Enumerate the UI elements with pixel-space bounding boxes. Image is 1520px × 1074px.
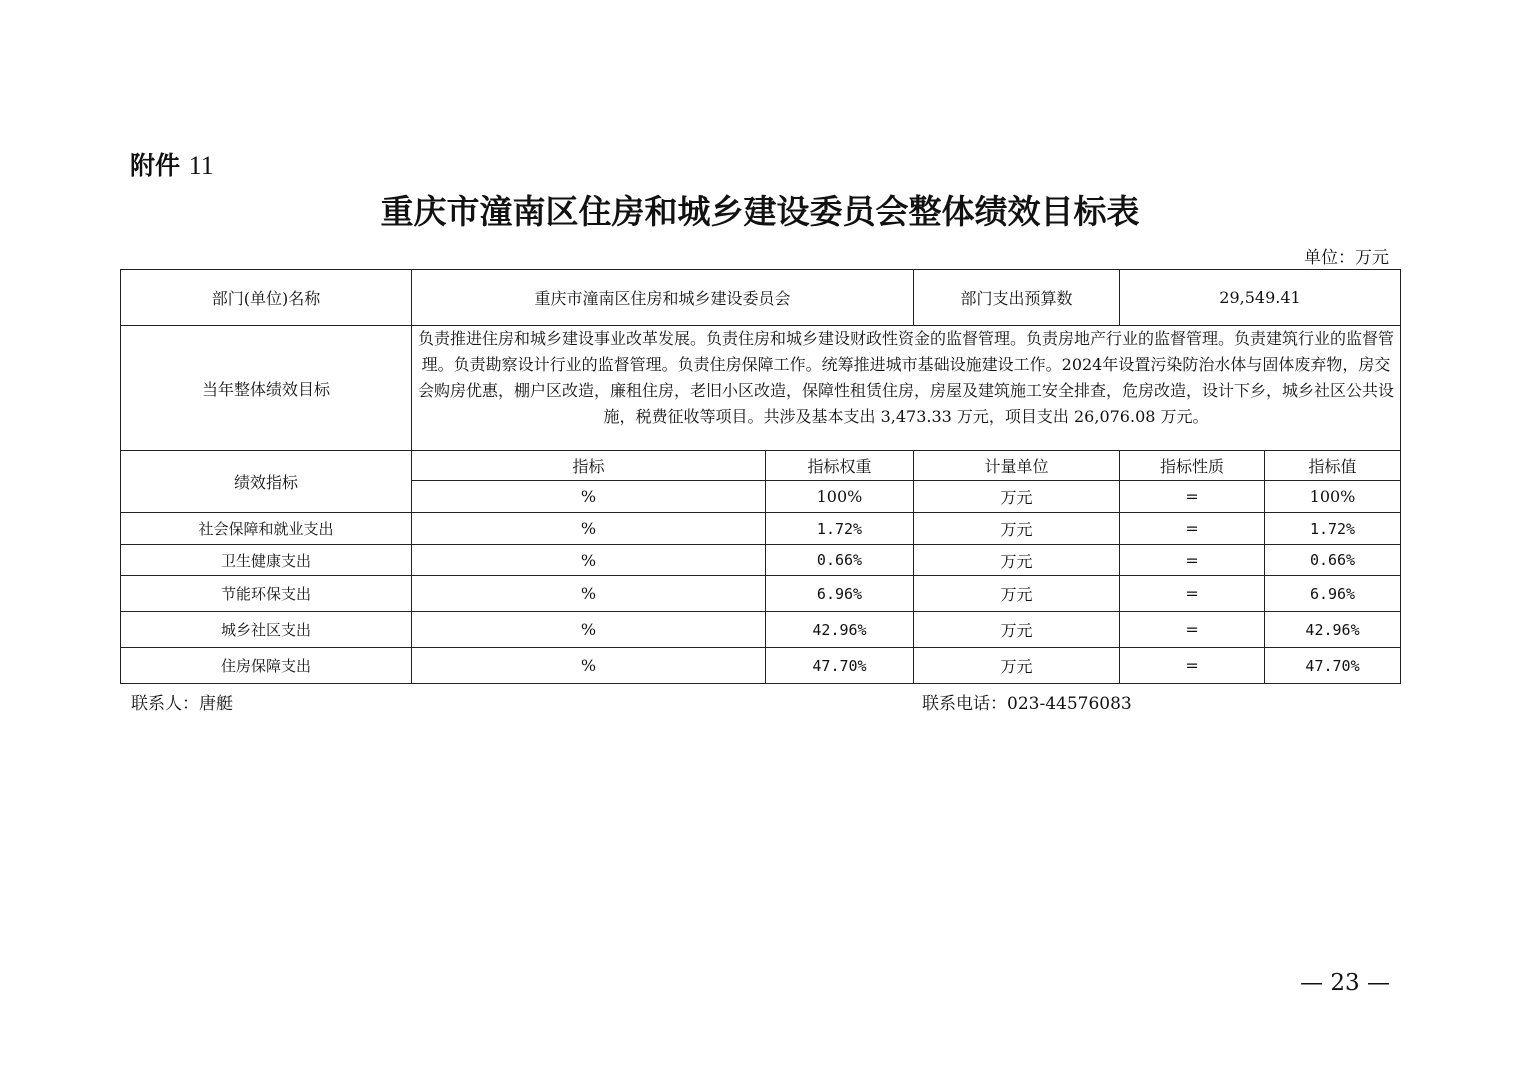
table-row (121, 576, 1401, 612)
column-header: 指标 (412, 451, 766, 481)
total-indicator: % (412, 481, 766, 513)
row-value: 6.96% (1265, 576, 1401, 612)
table-row (121, 648, 1401, 684)
dept-row (121, 270, 1401, 326)
row-unit: 万元 (914, 648, 1120, 684)
row-name: 社会保障和就业支出 (121, 513, 412, 545)
column-header: 指标权重 (766, 451, 914, 481)
row-nature: = (1120, 576, 1265, 612)
total-unit: 万元 (914, 481, 1120, 513)
contact-person: 联系人：唐艇 (131, 694, 233, 714)
attachment-label-text: 附件 (130, 151, 181, 180)
table-row (121, 513, 1401, 545)
row-indicator: % (412, 576, 766, 612)
row-weight: 1.72% (766, 513, 914, 545)
contact-phone: 联系电话：023-44576083 (922, 694, 1132, 714)
total-value: 100% (1265, 481, 1401, 513)
row-weight: 42.96% (766, 612, 914, 648)
goal-text: 负责推进住房和城乡建设事业改革发展。负责住房和城乡建设财政性资金的监督管理。负责房地产行业的监督管理。负责建筑行业的监督管理。负责勘察设计行业的监督管理。负责住房保障工作。统筹推进城市基础设施建设工作。2024年设置污染防治水体与固体废弃物，房交会购房优惠，棚户区改造，廉租住房，老旧小区改造，保障性租赁住房，房屋及建筑施工安全排查，危房改造，设计下乡，城乡社区公共设施，税费征收等项目。共涉及基本支出 3,473.33 万元，项目支出 26,076.08 万元。 (412, 326, 1401, 451)
row-unit: 万元 (914, 545, 1120, 576)
column-header: 指标性质 (1120, 451, 1265, 481)
row-indicator: % (412, 545, 766, 576)
page-number: — 23 — (1300, 970, 1390, 996)
row-indicator: % (412, 513, 766, 545)
row-value: 0.66% (1265, 545, 1401, 576)
row-name: 城乡社区支出 (121, 612, 412, 648)
indicator-label: 绩效指标 (121, 451, 412, 513)
attachment-label (130, 146, 214, 182)
row-unit: 万元 (914, 576, 1120, 612)
total-nature: = (1120, 481, 1265, 513)
row-weight: 6.96% (766, 576, 914, 612)
page-title: 重庆市潼南区住房和城乡建设委员会整体绩效目标表 (380, 192, 1140, 231)
table-row (121, 612, 1401, 648)
row-nature: = (1120, 545, 1265, 576)
row-weight: 47.70% (766, 648, 914, 684)
column-header: 指标值 (1265, 451, 1401, 481)
attachment-number: 11 (188, 151, 214, 180)
row-unit: 万元 (914, 612, 1120, 648)
budget-label: 部门支出预算数 (914, 270, 1120, 326)
dept-name-label: 部门(单位)名称 (121, 270, 412, 326)
row-nature: = (1120, 513, 1265, 545)
row-weight: 0.66% (766, 545, 914, 576)
row-value: 1.72% (1265, 513, 1401, 545)
row-value: 47.70% (1265, 648, 1401, 684)
performance-table (120, 269, 1401, 684)
row-indicator: % (412, 648, 766, 684)
indicator-header-row (121, 451, 1401, 481)
row-indicator: % (412, 612, 766, 648)
row-nature: = (1120, 648, 1265, 684)
budget-value: 29,549.41 (1120, 270, 1401, 326)
goal-label: 当年整体绩效目标 (121, 326, 412, 451)
row-value: 42.96% (1265, 612, 1401, 648)
table-row (121, 545, 1401, 576)
row-name: 卫生健康支出 (121, 545, 412, 576)
goal-row (121, 326, 1401, 451)
row-name: 节能环保支出 (121, 576, 412, 612)
row-nature: = (1120, 612, 1265, 648)
column-header: 计量单位 (914, 451, 1120, 481)
unit-label: 单位：万元 (1304, 248, 1389, 268)
dept-name-value: 重庆市潼南区住房和城乡建设委员会 (412, 270, 914, 326)
row-unit: 万元 (914, 513, 1120, 545)
total-weight: 100% (766, 481, 914, 513)
row-name: 住房保障支出 (121, 648, 412, 684)
